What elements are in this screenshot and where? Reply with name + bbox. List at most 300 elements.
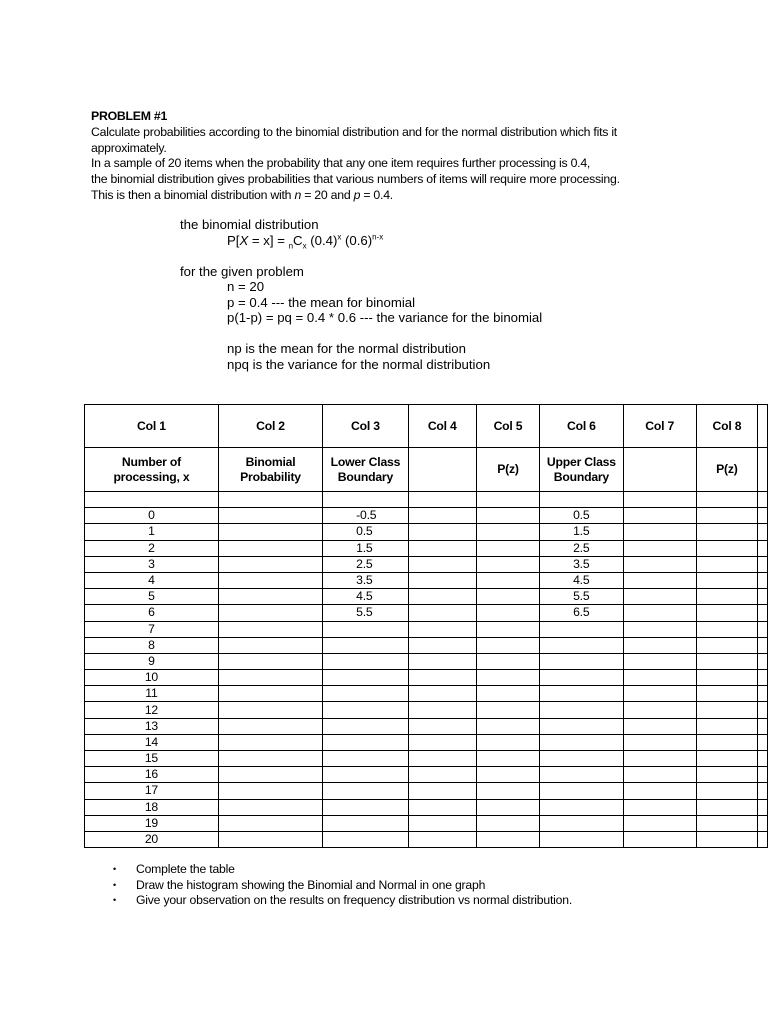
table-cell [696, 572, 757, 588]
table-cell [476, 783, 539, 799]
table-cell [540, 670, 624, 686]
list-item-text: Give your observation on the results on frequency distribution vs normal distribution. [136, 893, 572, 908]
table-cell [696, 524, 757, 540]
table-cell: 20 [85, 831, 219, 847]
bullet-icon: • [113, 895, 116, 906]
table-cell [408, 702, 476, 718]
table-cell [476, 540, 539, 556]
table-cell [323, 637, 409, 653]
table-cell [696, 605, 757, 621]
blank-cell [540, 492, 624, 508]
table-edge-cell [758, 605, 768, 621]
table-edge-cell [758, 783, 768, 799]
table-cell [476, 799, 539, 815]
column-subheader-label [547, 455, 616, 484]
list-item [113, 893, 572, 909]
column-subheader-label [497, 462, 519, 476]
formula-sub: n [288, 241, 294, 251]
table-cell [623, 783, 696, 799]
table-cell [623, 621, 696, 637]
table-edge-cell [758, 621, 768, 637]
table-cell [623, 751, 696, 767]
table-cell: 4 [85, 572, 219, 588]
column-subheader [85, 448, 219, 492]
table-cell: -0.5 [323, 508, 409, 524]
formula-sup: x [337, 232, 342, 242]
table-edge-cell [758, 556, 768, 572]
table-row [85, 767, 768, 783]
table-cell [623, 508, 696, 524]
table-cell [218, 572, 322, 588]
distribution-table [84, 404, 768, 848]
table-cell [218, 589, 322, 605]
table-edge-cell [758, 508, 768, 524]
table-cell: 8 [85, 637, 219, 653]
table-cell [408, 556, 476, 572]
table-cell [323, 702, 409, 718]
table-cell: 0.5 [323, 524, 409, 540]
table-edge-cell [758, 751, 768, 767]
table-cell [476, 605, 539, 621]
intro-line: the binomial distribution gives probabilities that various numbers of items will require more processing. [91, 172, 620, 187]
table-cell: 9 [85, 653, 219, 669]
table-edge-cell [758, 540, 768, 556]
summary-n-var: n [294, 187, 302, 202]
table-cell [408, 572, 476, 588]
table-cell [323, 718, 409, 734]
subheader-line: Lower Class [330, 454, 401, 469]
table-row [85, 653, 768, 669]
subheader-line: P(z) [497, 462, 519, 476]
column-subheader [218, 448, 322, 492]
table-cell [408, 734, 476, 750]
table-cell [696, 637, 757, 653]
table-cell [323, 815, 409, 831]
table-cell [696, 653, 757, 669]
table-edge-cell [758, 448, 768, 492]
list-item [113, 862, 572, 878]
table-cell [540, 734, 624, 750]
intro-line: In a sample of 20 items when the probability that any one item requires further processing is 0.4, [91, 156, 591, 171]
table-cell [323, 799, 409, 815]
table-cell [476, 556, 539, 572]
subheader-line: Boundary [337, 469, 394, 484]
table-cell [696, 589, 757, 605]
table-cell [696, 702, 757, 718]
column-header [623, 405, 696, 448]
column-subheader [623, 448, 696, 492]
table-edge-cell [758, 589, 768, 605]
table-cell [476, 686, 539, 702]
table-cell [623, 734, 696, 750]
table-row [85, 637, 768, 653]
given-line: p = 0.4 --- the mean for binomial [227, 294, 416, 310]
column-header [408, 405, 476, 448]
table-edge-cell [758, 815, 768, 831]
table-row [85, 589, 768, 605]
table-cell [218, 686, 322, 702]
summary-prefix: This is then a binomial distribution with [91, 187, 295, 202]
column-subheader-label [240, 455, 301, 484]
column-header-label: Col 1 [137, 419, 166, 433]
table-cell: 5.5 [540, 589, 624, 605]
table-row [85, 508, 768, 524]
blank-cell [85, 492, 219, 508]
table-cell [696, 831, 757, 847]
table-cell [476, 702, 539, 718]
table-cell [696, 815, 757, 831]
table-edge-cell [758, 734, 768, 750]
table-cell [623, 670, 696, 686]
table-cell [408, 767, 476, 783]
blank-cell [696, 492, 757, 508]
table-edge-cell [758, 653, 768, 669]
table-cell [218, 605, 322, 621]
problem-intro [91, 109, 751, 204]
table-cell [408, 718, 476, 734]
table-cell [623, 572, 696, 588]
formula-sup: n-x [372, 232, 384, 242]
subheader-line: Boundary [553, 469, 610, 484]
table-cell [540, 831, 624, 847]
intro-line: approximately. [91, 140, 167, 155]
table-cell [540, 783, 624, 799]
table-row [85, 831, 768, 847]
normal-mean-line: np is the mean for the normal distribution [227, 341, 466, 356]
column-subheader [323, 448, 409, 492]
table-cell: 4.5 [323, 589, 409, 605]
table-cell [476, 718, 539, 734]
column-header [323, 405, 409, 448]
table-cell: 16 [85, 767, 219, 783]
table-row [85, 524, 768, 540]
table-row [85, 540, 768, 556]
table-cell [623, 767, 696, 783]
table-cell [218, 815, 322, 831]
table-edge-cell [758, 702, 768, 718]
table-cell [623, 718, 696, 734]
table-row [85, 670, 768, 686]
table-cell [476, 637, 539, 653]
given-heading: for the given problem [180, 263, 304, 279]
table-cell [408, 831, 476, 847]
column-subheader [408, 448, 476, 492]
table-cell [476, 508, 539, 524]
table-row [85, 734, 768, 750]
table-cell [408, 637, 476, 653]
table-cell: 3 [85, 556, 219, 572]
table-cell [540, 702, 624, 718]
table-cell [408, 605, 476, 621]
table-cell: 5 [85, 589, 219, 605]
table-cell [540, 637, 624, 653]
table-cell: 0 [85, 508, 219, 524]
column-header-label: Col 7 [645, 419, 675, 433]
column-subheader-label [331, 455, 401, 484]
table-cell [476, 572, 539, 588]
table-cell [408, 589, 476, 605]
table-cell: 1 [85, 524, 219, 540]
table-cell [408, 540, 476, 556]
table-cell [540, 653, 624, 669]
table-cell [218, 734, 322, 750]
summary-n-val: = 20 and [301, 187, 354, 202]
table-edge-cell [758, 405, 768, 448]
table-cell [696, 799, 757, 815]
table-cell [323, 831, 409, 847]
table-cell [408, 670, 476, 686]
blank-cell [623, 492, 696, 508]
table-cell [218, 540, 322, 556]
column-header [85, 405, 219, 448]
table-cell [540, 718, 624, 734]
intro-line-summary [91, 188, 751, 204]
table-cell: 18 [85, 799, 219, 815]
table-cell: 12 [85, 702, 219, 718]
table-cell [696, 556, 757, 572]
subheader-line: Number of [121, 454, 181, 469]
table-edge-cell [758, 718, 768, 734]
subheader-line: P(z) [716, 462, 738, 476]
table-cell [408, 815, 476, 831]
table-cell [218, 556, 322, 572]
table-edge-cell [758, 637, 768, 653]
table-cell [540, 799, 624, 815]
subheader-line: processing, x [113, 469, 190, 484]
table-cell [218, 637, 322, 653]
column-header-label: Col 3 [350, 419, 380, 433]
table-cell [696, 783, 757, 799]
table-cell: 10 [85, 670, 219, 686]
table-cell: 2.5 [323, 556, 409, 572]
table-cell [476, 831, 539, 847]
table-cell [623, 605, 696, 621]
table-cell [323, 767, 409, 783]
table-cell [323, 653, 409, 669]
table-cell [218, 508, 322, 524]
table-cell: 3.5 [540, 556, 624, 572]
table-row [85, 621, 768, 637]
table-cell: 5.5 [323, 605, 409, 621]
list-item-text: Complete the table [136, 862, 235, 876]
column-subheader [696, 448, 757, 492]
summary-p-val: = 0.4. [360, 187, 393, 202]
table-cell [696, 540, 757, 556]
table-cell [476, 670, 539, 686]
table-cell [696, 508, 757, 524]
table-cell [408, 653, 476, 669]
table-row [85, 799, 768, 815]
table-cell [218, 621, 322, 637]
table-cell [476, 589, 539, 605]
table-row [85, 718, 768, 734]
column-subheader [540, 448, 624, 492]
formula-block [180, 217, 542, 372]
subheader-line: Binomial [245, 454, 296, 469]
table-cell [218, 702, 322, 718]
table-cell [696, 718, 757, 734]
header-row [85, 405, 768, 448]
summary-p-var: p [353, 187, 361, 202]
table-cell [476, 621, 539, 637]
table-row [85, 572, 768, 588]
table-cell: 17 [85, 783, 219, 799]
table-cell: 1.5 [323, 540, 409, 556]
formula-sub: x [302, 241, 307, 251]
table-cell [218, 653, 322, 669]
bullet-icon: • [113, 864, 116, 874]
table-cell: 4.5 [540, 572, 624, 588]
table-cell [540, 767, 624, 783]
table-cell [323, 670, 409, 686]
table-cell [408, 686, 476, 702]
blank-cell [218, 492, 322, 508]
table-cell [696, 734, 757, 750]
table-cell [323, 686, 409, 702]
table-cell [218, 767, 322, 783]
column-subheader [476, 448, 539, 492]
column-header [218, 405, 322, 448]
table-cell [218, 718, 322, 734]
table-row [85, 605, 768, 621]
table-cell [696, 670, 757, 686]
column-header [540, 405, 624, 448]
table-edge-cell [758, 767, 768, 783]
blank-cell [476, 492, 539, 508]
table-cell: 15 [85, 751, 219, 767]
table-edge-cell [758, 831, 768, 847]
formula-part: (0.6) [341, 232, 373, 248]
table-cell [623, 702, 696, 718]
table-row [85, 751, 768, 767]
formula-part: (0.4) [306, 232, 338, 248]
table-cell: 7 [85, 621, 219, 637]
formula-part: C [293, 232, 303, 248]
table-cell: 19 [85, 815, 219, 831]
normal-variance-line: npq is the variance for the normal distribution [227, 356, 491, 372]
list-item [113, 878, 572, 894]
table-row [85, 783, 768, 799]
table-cell [218, 751, 322, 767]
table-cell [623, 686, 696, 702]
table-cell [218, 783, 322, 799]
binomial-formula [180, 233, 542, 249]
table-cell [696, 621, 757, 637]
table-cell: 6 [85, 605, 219, 621]
table-cell [218, 524, 322, 540]
table-cell [476, 751, 539, 767]
subheader-row [85, 448, 768, 492]
table-edge-cell [758, 670, 768, 686]
table-cell: 3.5 [323, 572, 409, 588]
table-cell: 11 [85, 686, 219, 702]
table-cell [623, 556, 696, 572]
table-cell [323, 751, 409, 767]
table-cell [323, 621, 409, 637]
table-cell [218, 799, 322, 815]
table-cell [323, 734, 409, 750]
formula-part: P[ [227, 232, 240, 248]
table-cell: 2.5 [540, 540, 624, 556]
column-subheader-label [716, 462, 738, 476]
table-cell [540, 751, 624, 767]
table-cell [623, 653, 696, 669]
table-cell [623, 524, 696, 540]
table-cell [540, 686, 624, 702]
table-edge-cell [758, 524, 768, 540]
problem-title: PROBLEM #1 [91, 109, 168, 123]
blank-row [85, 492, 768, 508]
table-cell [623, 831, 696, 847]
table-cell [696, 751, 757, 767]
table-cell [408, 751, 476, 767]
column-header [476, 405, 539, 448]
column-header-label: Col 5 [493, 419, 523, 433]
blank-cell [323, 492, 409, 508]
table-cell [476, 767, 539, 783]
table-edge-cell [758, 799, 768, 815]
given-line: n = 20 [227, 279, 265, 294]
table-edge-cell [758, 686, 768, 702]
list-item-text: Draw the histogram showing the Binomial and Normal in one graph [136, 877, 486, 892]
table-cell [696, 686, 757, 702]
table-cell [408, 621, 476, 637]
table-cell: 13 [85, 718, 219, 734]
table-cell [408, 508, 476, 524]
table-cell [540, 815, 624, 831]
column-header-label: Col 4 [427, 419, 457, 433]
blank-cell [758, 492, 768, 508]
formula-part: = x] = [248, 232, 289, 248]
table-row [85, 815, 768, 831]
table-cell [323, 783, 409, 799]
bullet-icon: • [113, 879, 116, 890]
table-cell: 6.5 [540, 605, 624, 621]
table-cell [623, 589, 696, 605]
table-cell: 2 [85, 540, 219, 556]
subheader-line: Upper Class [546, 454, 616, 469]
column-header-label: Col 2 [256, 419, 285, 433]
table-cell [408, 783, 476, 799]
table-row [85, 686, 768, 702]
instruction-list [113, 862, 572, 909]
column-header-label: Col 6 [566, 419, 596, 433]
column-subheader-label [113, 455, 189, 484]
table-cell [623, 540, 696, 556]
table-cell: 14 [85, 734, 219, 750]
column-header-label: Col 8 [712, 419, 742, 433]
table-cell [623, 637, 696, 653]
table-cell [476, 524, 539, 540]
table-cell [218, 670, 322, 686]
table-cell [696, 767, 757, 783]
table-cell [623, 799, 696, 815]
blank-cell [408, 492, 476, 508]
table-row [85, 556, 768, 572]
given-line: p(1-p) = pq = 0.4 * 0.6 --- the variance for the binomial [227, 310, 543, 325]
formula-heading: the binomial distribution [180, 217, 319, 232]
table-edge-cell [758, 572, 768, 588]
subheader-line: Probability [240, 469, 301, 484]
table-cell: 0.5 [540, 508, 624, 524]
table-cell [408, 524, 476, 540]
intro-line: Calculate probabilities according to the binomial distribution and for the normal distribution which fits it [91, 124, 617, 139]
table-cell [476, 734, 539, 750]
table-cell [623, 815, 696, 831]
table-cell [408, 799, 476, 815]
table-cell: 1.5 [540, 524, 624, 540]
table-cell [476, 653, 539, 669]
